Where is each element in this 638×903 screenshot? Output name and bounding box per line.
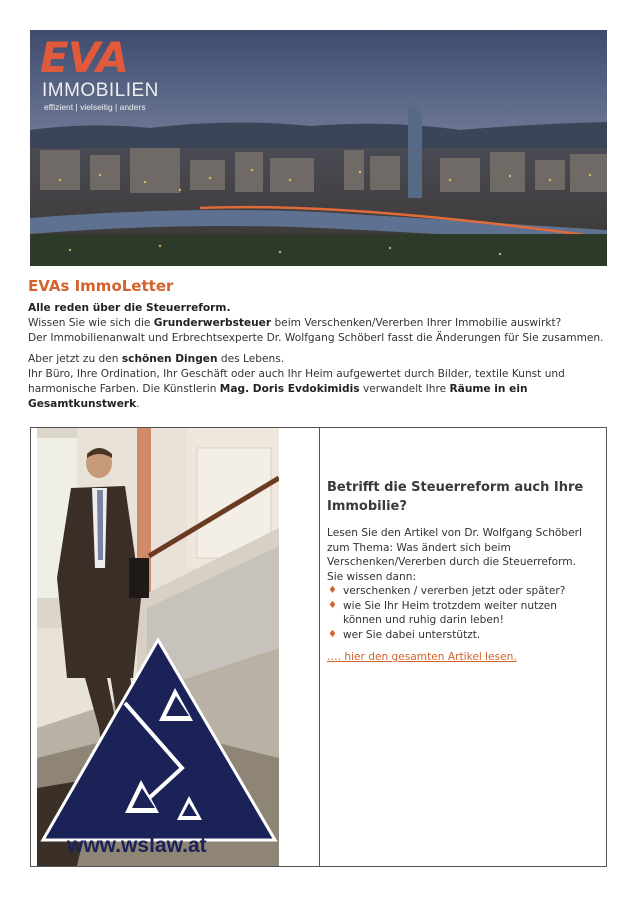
intro-text-span: . (136, 398, 140, 410)
article-bullets (327, 584, 592, 642)
list-item (327, 599, 592, 628)
intro-paragraph-1 (28, 301, 610, 346)
bullet-text: wer Sie dabei unterstützt. (343, 628, 481, 641)
diamond-icon: ♦ (328, 585, 337, 596)
intro-bold-span: schönen Dingen (121, 353, 218, 365)
intro-bold-span: Grunderwerbsteuer (153, 317, 272, 329)
intro-paragraph-2 (28, 352, 610, 412)
intro-text (28, 301, 610, 418)
header-banner (30, 30, 607, 266)
list-item (327, 584, 592, 599)
article-intro: Lesen Sie den Artikel von Dr. Wolfgang Schöberl zum Thema: Was ändert sich beim Verschenken/Vererben durch die Steuerreform. (327, 527, 582, 568)
artist-name: Mag. Doris Evdokimidis (219, 383, 360, 395)
lawyer-photo (37, 428, 279, 866)
staircase-photo-illustration (37, 428, 279, 866)
newsletter-title: EVAs ImmoLetter (28, 277, 174, 295)
bullet-text: wie Sie Ihr Heim trotzdem weiter nutzen können und ruhig darin leben! (343, 599, 558, 626)
read-more-link[interactable]: …. hier den gesamten Artikel lesen. (327, 651, 517, 663)
intro-text-span: verwandelt Ihre (359, 383, 450, 395)
intro-text-span: Aber jetzt zu den (28, 353, 122, 365)
eva-logo (38, 33, 178, 114)
article-know: Sie wissen dann: (327, 570, 417, 583)
intro-bold-span: Räume in ein Gesamtkunstwerk (28, 383, 528, 410)
bullet-text: verschenken / vererben jetzt oder später? (343, 585, 566, 597)
intro-text-span: beim Verschenken/Vererben Ihrer Immobilie auswirkt? (271, 317, 562, 329)
intro-text-span: des Lebens. (217, 353, 285, 365)
article-heading: Betrifft die Steuerreform auch Ihre Immobilie? (327, 480, 584, 514)
intro-heading: Alle reden über die Steuerreform. (28, 302, 231, 314)
diamond-icon: ♦ (328, 628, 337, 640)
article-box (30, 427, 607, 867)
intro-text-span: Wissen Sie wie sich die (28, 317, 154, 329)
list-item (327, 628, 592, 643)
logo-tagline: effizient | vielseitig | anders (44, 102, 146, 112)
intro-text-span: Ihr Büro, Ihre Ordination, Ihr Geschäft oder auch Ihr Heim aufgewertet durch Bilder, textile Kunst und harmonische Farben. Die Künstlerin (28, 368, 565, 395)
logo-eva-text: EVA (40, 33, 128, 82)
box-divider (319, 428, 320, 866)
wslaw-url: www.wslaw.at (67, 834, 207, 857)
diamond-icon: ♦ (328, 599, 337, 611)
logo-immobilien-text: IMMOBILIEN (42, 80, 159, 101)
intro-text-span: Der Immobilienanwalt und Erbrechtsexperte Dr. Wolfgang Schöberl fasst die Änderungen für Sie zusammen. (28, 332, 604, 344)
article-content (327, 478, 592, 665)
